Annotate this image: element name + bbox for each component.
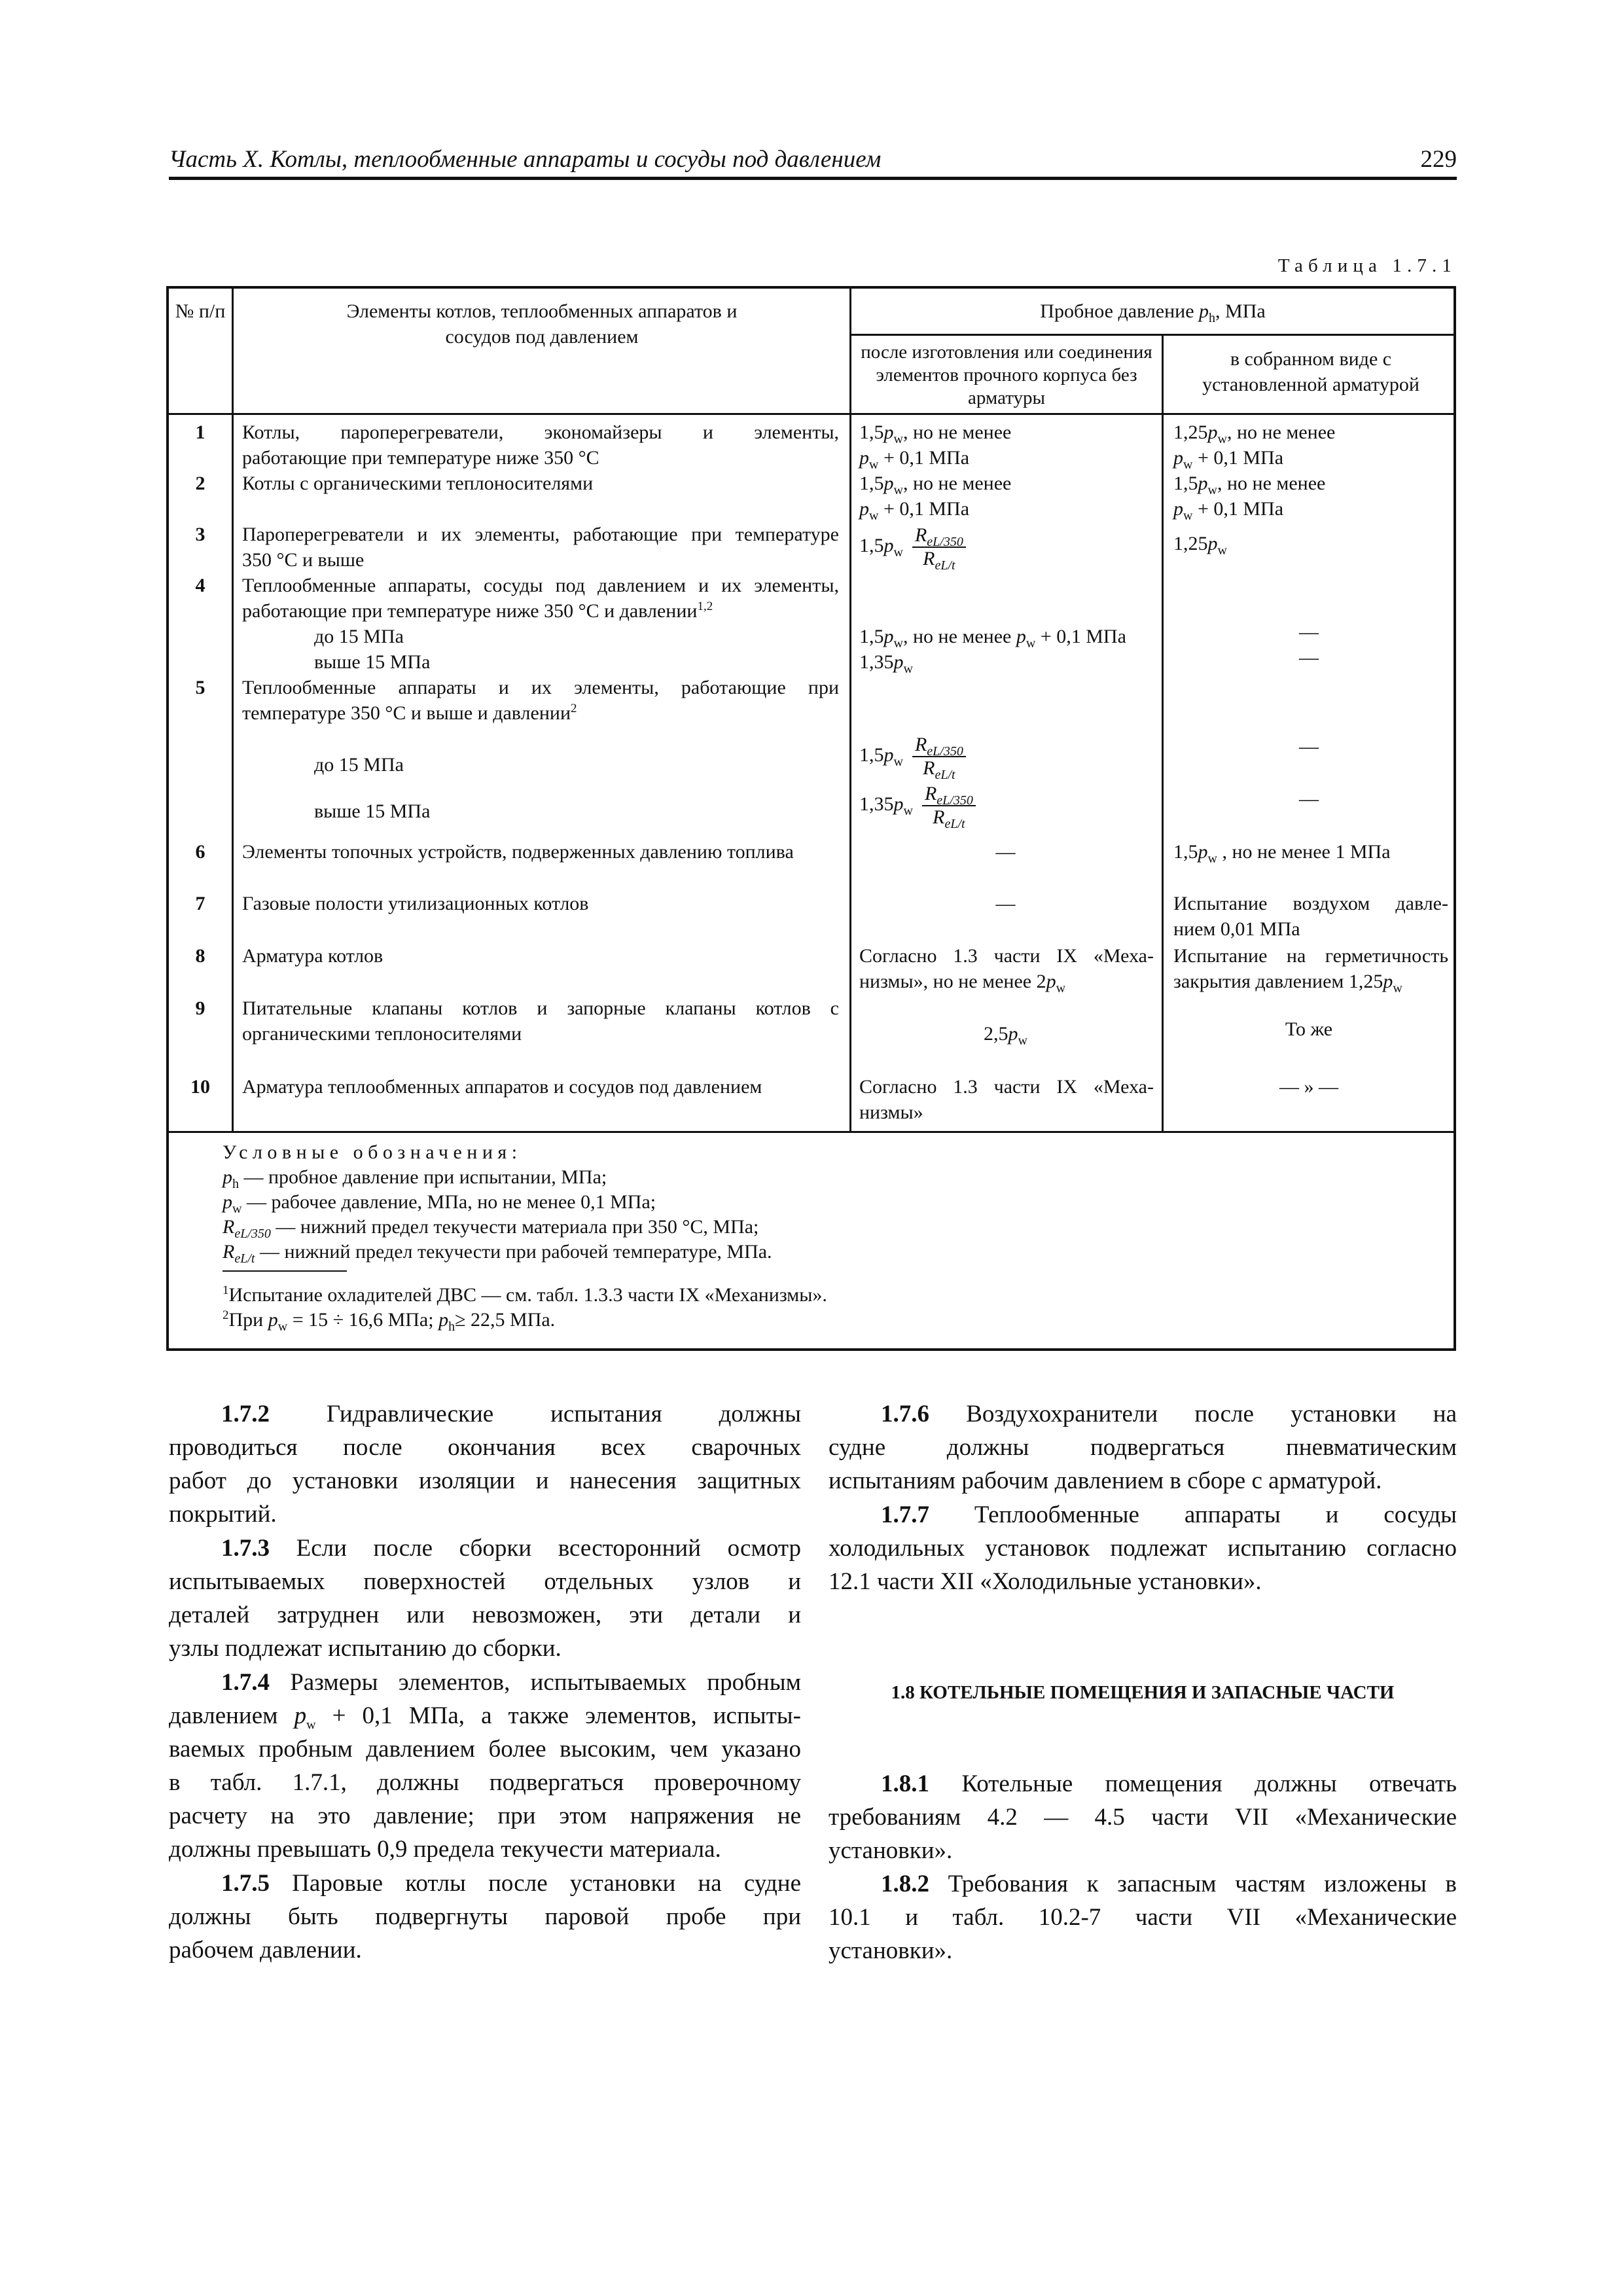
text-line: Если после сборки всесторонний осмотр — [296, 1535, 801, 1562]
formula-p: p — [268, 1309, 278, 1331]
formula-R: R — [223, 1241, 235, 1263]
text-line: расчету на это давление; при этом напряжения не — [169, 1803, 801, 1829]
formula-p: p — [893, 651, 904, 673]
row-divider — [169, 1131, 1456, 1133]
formula-w: w — [306, 1717, 316, 1732]
formula-sub: eL/350 — [936, 793, 973, 808]
formula-p: p — [1046, 971, 1056, 992]
fraction — [912, 734, 966, 780]
formula-w: w — [893, 636, 903, 651]
text-line: + 0,1 МПа, а также элементов, испыты- — [315, 1702, 801, 1729]
pressure-text: закрытия давлением 1,25 — [1173, 971, 1383, 992]
legend-text: — нижний предел текучести материала при 350 °С, МПа; — [270, 1216, 759, 1238]
text-line: Воздухохранители после установки на — [966, 1401, 1457, 1427]
formula-w: w — [893, 483, 903, 497]
coef: 1,5 — [859, 473, 884, 494]
unit: , МПа — [1215, 300, 1266, 322]
legend-text: — рабочее давление, МПа, но не менее 0,1 МПа; — [241, 1191, 656, 1213]
paragraph-1-7-5 — [169, 1867, 801, 1967]
formula-sub: eL/t — [234, 1251, 255, 1266]
paragraph-number: 1.7.4 — [221, 1669, 270, 1696]
formula-w: w — [903, 803, 913, 818]
row-divider — [169, 413, 1456, 415]
footnote-1 — [223, 1282, 827, 1308]
footnote-rule — [223, 1270, 347, 1272]
running-header: Часть X. Котлы, теплообменные аппараты и сосуды под давлением — [169, 146, 882, 173]
paragraph-number: 1.7.2 — [221, 1401, 270, 1427]
pressure-text: + 0,1 МПа — [1192, 447, 1284, 469]
coef: 1,5 — [1173, 473, 1198, 494]
pressure-text: низмы» — [859, 1102, 923, 1123]
footnote-2 — [223, 1307, 555, 1333]
text-line: Размеры элементов, испытываемых пробным — [290, 1669, 802, 1696]
coef: 2,5 — [984, 1023, 1008, 1045]
element-subitem: до 15 МПа — [314, 626, 404, 647]
element-text: Питательные клапаны котлов и запорные клапаны котлов с — [242, 997, 839, 1019]
formula-R: R — [923, 548, 935, 569]
pressure-dash: — — [1299, 647, 1319, 668]
pressure-value — [849, 1021, 1162, 1047]
element-text: Элементы топочных устройств, подверженных давлению топлива — [242, 841, 794, 863]
pressure-text: , но не менее — [1226, 422, 1336, 443]
legend-item — [223, 1189, 656, 1215]
formula-p: p — [1198, 841, 1208, 863]
col-elements-header: Элементы котлов, теплообменных аппаратов и сосудов под давлением — [346, 300, 738, 348]
formula-p: p — [893, 793, 904, 815]
formula-sub: eL/350 — [927, 744, 963, 759]
subheader-after-manufacture: после изготовления или соединения элементов прочного корпуса без арматуры — [861, 342, 1152, 408]
element-text: Арматура теплообменных аппаратов и сосудов под давлением — [242, 1076, 762, 1098]
pressure-value — [859, 420, 1011, 445]
table-caption: Таблица 1.7.1 — [1277, 255, 1457, 276]
pressure-text: — » — — [1279, 1076, 1338, 1098]
row-number: 10 — [190, 1076, 210, 1098]
text-line: 12.1 части XII «Холодильные установки». — [829, 1568, 1262, 1595]
pressure-value — [1173, 445, 1283, 471]
text-line: ваемых пробным давлением более высоким, чем указано — [169, 1736, 801, 1763]
text-line: холодильных установок подлежат испытанию согласно — [829, 1535, 1457, 1562]
element-text — [242, 598, 713, 624]
formula-p: p — [883, 626, 894, 647]
element-text: Пароперегреватели и их элементы, работающие при температуре — [242, 524, 839, 545]
text-line: узлы подлежат испытанию до сборки. — [169, 1635, 562, 1662]
formula-w: w — [893, 432, 903, 446]
pressure-formula — [859, 783, 976, 829]
pressure-text: , но не менее — [902, 626, 1012, 647]
coef: 1,5 — [859, 744, 884, 766]
test-pressure-label: Пробное давление — [1040, 300, 1194, 322]
legend-item — [223, 1239, 772, 1265]
row-divider — [849, 334, 1456, 336]
formula-p: p — [1016, 626, 1026, 647]
paragraph-1-8-1 — [829, 1767, 1457, 1867]
page-number: 229 — [1420, 146, 1457, 173]
fraction — [912, 524, 966, 573]
text-line: установки». — [829, 1837, 953, 1864]
text-line: Котельные помещения должны отвечать — [961, 1770, 1457, 1797]
pressure-dash: — — [995, 841, 1016, 863]
pressure-dash: — — [995, 893, 1016, 914]
coef: 1,5 — [859, 422, 884, 443]
formula-w: w — [1183, 457, 1193, 472]
formula-p: p — [883, 744, 894, 766]
formula-R: R — [924, 783, 937, 804]
pressure-value — [1173, 471, 1325, 496]
formula-w: w — [893, 545, 903, 560]
pressure-text: , но не менее — [1217, 473, 1326, 494]
pressure-text: низмы», но не менее 2 — [859, 971, 1046, 992]
coef: 1,35 — [859, 793, 894, 815]
pressure-text: Испытание воздухом давле- — [1173, 893, 1448, 914]
element-text: Теплообменные аппараты и их элементы, работающие при — [242, 677, 839, 698]
pressure-text: То же — [1285, 1018, 1333, 1040]
text-line: работ до установки изоляции и нанесения защитных — [169, 1467, 801, 1494]
pressure-text: , но не менее — [902, 422, 1012, 443]
formula-w: w — [277, 1319, 288, 1334]
element-text: Котлы, пароперегреватели, экономайзеры и элементы, — [242, 422, 839, 443]
formula-p: p — [1207, 533, 1218, 554]
footnote-ref: 1,2 — [697, 600, 713, 613]
pressure-value — [859, 445, 969, 471]
paragraph-number: 1.8.2 — [881, 1871, 929, 1897]
paragraph-1-7-7 — [829, 1498, 1457, 1598]
pressure-dash: — — [1299, 788, 1319, 810]
pressure-dash: — — [1299, 621, 1319, 643]
formula-p: p — [438, 1309, 449, 1331]
formula-w: w — [232, 1202, 242, 1216]
legend-item — [223, 1164, 607, 1190]
formula-sub: eL/t — [944, 817, 965, 831]
paragraph-number: 1.7.5 — [221, 1870, 270, 1897]
footnote-mark: 2 — [223, 1308, 229, 1322]
formula-R: R — [933, 806, 945, 828]
paragraph-1-7-6 — [829, 1397, 1457, 1498]
coef: 1,5 — [859, 626, 884, 647]
text-line: Гидравлические испытания должны — [326, 1401, 801, 1427]
footnote-text: = 15 ÷ 16,6 МПа; — [287, 1309, 439, 1331]
pressure-text: + 0,1 МПа — [1192, 498, 1284, 520]
formula-w: w — [893, 754, 903, 769]
element-text-part: работающие при температуре ниже 350 °С и давлении — [242, 600, 698, 622]
formula-sub: eL/350 — [234, 1227, 271, 1241]
coef: 1,5 — [859, 534, 884, 556]
pressure-formula — [859, 524, 966, 573]
formula-w: w — [1026, 636, 1036, 651]
formula-w: w — [903, 662, 913, 676]
text-line: должны быть подвергнуты паровой пробе при — [169, 1903, 801, 1930]
text-line: 10.1 и табл. 10.2-7 части VII «Механические — [829, 1904, 1457, 1931]
pressure-text: Согласно 1.3 части IX «Меха- — [859, 1076, 1154, 1098]
formula-R: R — [923, 757, 935, 779]
formula-sub: eL/t — [935, 558, 955, 573]
formula-w: w — [1018, 1033, 1027, 1048]
text-line: требованиям 4.2 — 4.5 части VII «Механические — [829, 1804, 1457, 1831]
legend-text: — пробное давление при испытании, МПа; — [239, 1166, 607, 1188]
footnote-text: ≥ 22,5 МПа. — [455, 1309, 556, 1331]
legend-item — [223, 1214, 758, 1240]
coef: 1,35 — [859, 651, 894, 673]
formula-p: p — [883, 534, 894, 556]
paragraph-1-8-2 — [829, 1867, 1457, 1967]
text-line: Требования к запасным частям изложены в — [948, 1871, 1457, 1897]
footnote-ref: 2 — [571, 702, 577, 715]
formula-R: R — [223, 1216, 235, 1238]
row-number: 5 — [195, 677, 205, 698]
formula-w: w — [869, 457, 879, 472]
text-line: рабочем давлении. — [169, 1937, 362, 1964]
row-number: 4 — [195, 575, 205, 596]
formula-w: w — [1207, 483, 1217, 497]
formula-p: p — [1173, 498, 1183, 520]
legend-title: Условные обозначения: — [223, 1141, 522, 1163]
pressure-value — [859, 471, 1011, 496]
pressure-text: Испытание на герметичность — [1173, 945, 1448, 967]
paragraph-number: 1.7.6 — [881, 1401, 929, 1427]
formula-p: p — [1199, 300, 1209, 322]
pressure-value — [1173, 531, 1227, 556]
text-line: деталей затруднен или невозможен, эти детали и — [169, 1602, 801, 1628]
formula-p: p — [1173, 447, 1183, 469]
text-line: Теплообменные аппараты и сосуды — [974, 1501, 1457, 1528]
formula-p: p — [1383, 971, 1393, 992]
coef: 1,5 — [1173, 841, 1198, 863]
formula-R: R — [914, 524, 927, 546]
pressure-text: , но не менее — [902, 473, 1012, 494]
legend-text: — нижний предел текучести при рабочей температуре, МПа. — [255, 1241, 772, 1263]
formula-w: w — [1207, 852, 1217, 866]
pressure-text: , но не менее 1 МПа — [1217, 841, 1391, 863]
formula-w: w — [869, 509, 879, 523]
formula-w: w — [1056, 981, 1066, 996]
pressure-text: + 0,1 МПа — [878, 498, 970, 520]
text-line: судне должны подвергаться пневматическим — [829, 1434, 1457, 1461]
pressure-value — [1173, 420, 1335, 445]
coef: 1,25 — [1173, 533, 1208, 554]
pressure-dash: — — [1299, 736, 1319, 757]
formula-p: p — [1207, 422, 1218, 443]
formula-h: h — [448, 1319, 455, 1334]
paragraph-1-7-2 — [169, 1397, 801, 1531]
element-text: Теплообменные аппараты, сосуды под давлением и их элементы, — [242, 575, 839, 596]
pressure-formula — [859, 734, 966, 780]
paragraph-number: 1.7.7 — [881, 1501, 929, 1528]
formula-p: p — [294, 1702, 307, 1729]
pressure-value — [1173, 839, 1391, 865]
row-number: 6 — [195, 841, 205, 863]
col-test-pressure-header — [849, 298, 1456, 324]
col-divider — [1162, 334, 1164, 1132]
paragraph-number: 1.8.1 — [881, 1770, 929, 1797]
element-text — [242, 700, 577, 726]
formula-h: h — [232, 1177, 239, 1191]
paragraph-number: 1.7.3 — [221, 1535, 270, 1562]
formula-sub: eL/t — [935, 768, 955, 782]
element-subitem: выше 15 МПа — [314, 800, 431, 822]
text-line: в табл. 1.7.1, должны подвергаться проверочному — [169, 1769, 801, 1796]
text-line: испытываемых поверхностей отдельных узлов и — [169, 1568, 801, 1595]
text-line: должны превышать 0,9 предела текучести материала. — [169, 1836, 721, 1863]
pressure-value — [1173, 496, 1283, 522]
row-number: 1 — [195, 422, 205, 443]
col-num-header: № п/п — [175, 300, 226, 322]
text-line: покрытий. — [169, 1501, 277, 1528]
formula-w: w — [1393, 981, 1402, 996]
element-text: Котлы с органическими теплоносителями — [242, 473, 594, 494]
element-text-part: температуре 350 °С и выше и давлении — [242, 702, 571, 724]
text-line: давлением — [169, 1702, 294, 1729]
formula-p: p — [859, 447, 869, 469]
formula-sub: eL/350 — [927, 535, 963, 549]
row-number: 7 — [195, 893, 205, 914]
formula-p: p — [223, 1191, 232, 1213]
footnote-text: Испытание охладителей ДВС — см. табл. 1.3.3 части IX «Механизмы». — [228, 1284, 827, 1306]
formula-h: h — [1209, 311, 1216, 325]
pressure-text: + 0,1 МПа — [878, 447, 970, 469]
col-divider — [849, 289, 851, 1132]
formula-R: R — [914, 734, 927, 755]
formula-w: w — [1183, 509, 1193, 523]
formula-p: p — [1008, 1023, 1018, 1045]
section-title: 1.8 КОТЕЛЬНЫЕ ПОМЕЩЕНИЯ И ЗАПАСНЫЕ ЧАСТИ — [891, 1682, 1395, 1703]
pressure-value — [859, 969, 1065, 994]
table-1-7-1 — [166, 286, 1456, 1351]
paragraph-1-7-4 — [169, 1666, 801, 1866]
text-line: испытаниям рабочим давлением в сборе с арматурой. — [829, 1467, 1382, 1494]
formula-w: w — [1217, 543, 1227, 558]
text-line: установки». — [829, 1937, 953, 1964]
pressure-text: + 0,1 МПа — [1035, 626, 1126, 647]
text-line: проводиться после окончания всех сварочных — [169, 1434, 801, 1461]
pressure-value — [859, 496, 969, 522]
formula-p: p — [223, 1166, 232, 1188]
row-number: 3 — [195, 524, 205, 545]
formula-w: w — [1217, 432, 1227, 446]
paragraph-1-7-3 — [169, 1532, 801, 1665]
pressure-text: Согласно 1.3 части IX «Меха- — [859, 945, 1154, 967]
element-text: Арматура котлов — [242, 945, 383, 967]
element-subitem: выше 15 МПа — [314, 651, 431, 673]
formula-p: p — [883, 473, 894, 494]
row-number: 2 — [195, 473, 205, 494]
footnote-mark: 1 — [223, 1283, 229, 1297]
row-number: 8 — [195, 945, 205, 967]
row-number: 9 — [195, 997, 205, 1019]
element-subitem: до 15 МПа — [314, 754, 404, 776]
subheader-assembled: в собранном виде с установленной арматурой — [1202, 348, 1419, 395]
footnote-text: При — [228, 1309, 268, 1331]
fraction — [922, 783, 976, 829]
pressure-value — [859, 649, 913, 675]
element-text: 350 °С и выше — [242, 549, 365, 571]
pressure-value — [1173, 969, 1402, 994]
formula-p: p — [883, 422, 894, 443]
text-line: Паровые котлы после установки на судне — [292, 1870, 802, 1897]
pressure-value — [859, 624, 1126, 649]
element-text: органическими теплоносителями — [242, 1023, 522, 1045]
element-text: Газовые полости утилизационных котлов — [242, 893, 589, 914]
formula-p: p — [859, 498, 869, 520]
coef: 1,25 — [1173, 422, 1208, 443]
pressure-text: нием 0,01 МПа — [1173, 918, 1300, 940]
formula-p: p — [1198, 473, 1208, 494]
header-rule — [169, 177, 1457, 180]
element-text: работающие при температуре ниже 350 °С — [242, 447, 599, 469]
col-divider — [232, 289, 234, 1132]
